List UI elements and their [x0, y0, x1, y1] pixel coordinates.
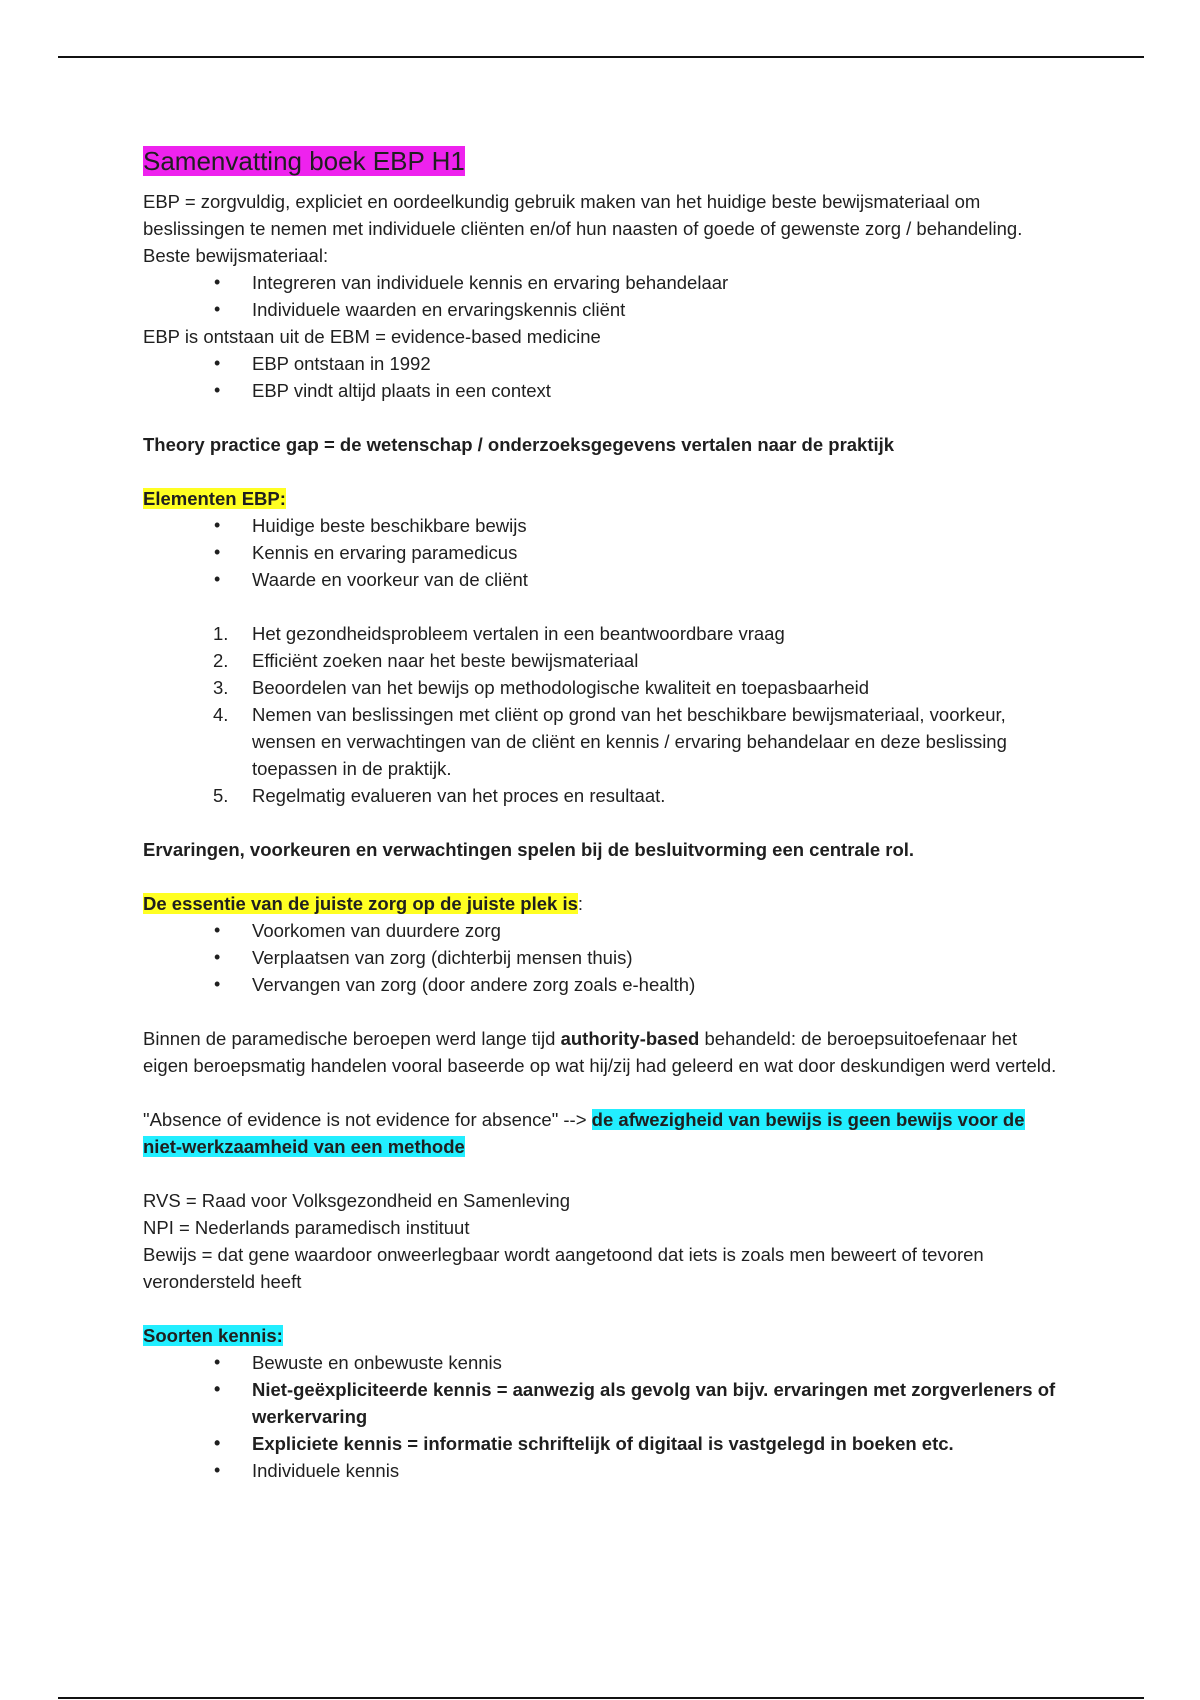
steps-list — [143, 620, 1063, 809]
soorten-list — [143, 1349, 1063, 1484]
list-item: • Expliciete kennis = informatie schriftelijk of digitaal is vastgelegd in boeken etc. — [143, 1430, 1063, 1457]
definition-line: NPI = Nederlands paramedisch instituut — [143, 1217, 470, 1238]
list-item: • Bewuste en onbewuste kennis — [143, 1349, 1063, 1376]
definition-line: Bewijs = dat gene waardoor onweerlegbaar wordt aangetoond dat iets is zoals men beweert of tevoren verondersteld heeft — [143, 1244, 984, 1292]
list-item: • Niet-geëxpliciteerde kennis = aanwezig als gevolg van bijv. ervaringen met zorgverleners of werkervaring — [143, 1376, 1063, 1430]
theory-gap-line: Theory practice gap = de wetenschap / onderzoeksgegevens vertalen naar de praktijk — [143, 434, 895, 455]
absence-paragraph: "Absence of evidence is not evidence for absence" --> de afwezigheid van bewijs is geen bewijs voor de niet-werkzaamheid van een methode — [143, 1109, 1025, 1157]
elementen-heading: Elementen EBP: — [143, 488, 286, 509]
soorten-heading: Soorten kennis: — [143, 1325, 283, 1346]
list-item: • EBP vindt altijd plaats in een context — [143, 377, 1063, 404]
list-item: • Waarde en voorkeur van de cliënt — [143, 566, 1063, 593]
elementen-list — [143, 512, 1063, 593]
list-item: 5. Regelmatig evalueren van het proces en resultaat. — [213, 785, 666, 806]
list-item: • Individuele kennis — [143, 1457, 1063, 1484]
list-item: • Integreren van individuele kennis en ervaring behandelaar — [143, 269, 1063, 296]
intro-paragraph: EBP = zorgvuldig, expliciet en oordeelkundig gebruik maken van het huidige beste bewijsmateriaal om beslissingen te nemen met individuele cliënten en/of hun naasten of goede of gewenste zorg / behandeling. Beste bewijsmateriaal: — [143, 191, 1023, 266]
list-item: • Individuele waarden en ervaringskennis cliënt — [143, 296, 1063, 323]
top-rule — [58, 56, 1144, 58]
bottom-rule — [58, 1697, 1144, 1699]
list-item: • EBP ontstaan in 1992 — [143, 350, 1063, 377]
authority-paragraph: Binnen de paramedische beroepen werd lange tijd authority-based behandeld: de beroepsuitoefenaar het eigen beroepsmatig handelen vooral baseerde op wat hij/zij had geleerd en wat door deskundigen werd verteld. — [143, 1028, 1057, 1076]
definition-line: RVS = Raad voor Volksgezondheid en Samenleving — [143, 1190, 570, 1211]
ebm-line: EBP is ontstaan uit de EBM = evidence-based medicine — [143, 326, 601, 347]
list-item: 2. Efficiënt zoeken naar het beste bewijsmateriaal — [213, 650, 639, 671]
page-title: Samenvatting boek EBP H1 — [143, 146, 465, 176]
list-item: • Huidige beste beschikbare bewijs — [143, 512, 1063, 539]
list-item: • Voorkomen van duurdere zorg — [143, 917, 1063, 944]
list-item: 3. Beoordelen van het bewijs op methodologische kwaliteit en toepasbaarheid — [213, 677, 870, 698]
intro-list — [143, 269, 1063, 323]
list-item: • Verplaatsen van zorg (dichterbij mensen thuis) — [143, 944, 1063, 971]
essentie-list — [143, 917, 1063, 998]
ervaringen-line: Ervaringen, voorkeuren en verwachtingen spelen bij de besluitvorming een centrale rol. — [143, 839, 915, 860]
list-item: 1. Het gezondheidsprobleem vertalen in een beantwoordbare vraag — [213, 623, 785, 644]
document-body — [143, 140, 1063, 1484]
list-item: • Kennis en ervaring paramedicus — [143, 539, 1063, 566]
list-item: • Vervangen van zorg (door andere zorg zoals e-health) — [143, 971, 1063, 998]
ebm-list — [143, 350, 1063, 404]
essentie-heading: De essentie van de juiste zorg op de juiste plek is: — [143, 893, 584, 914]
list-item: 4. Nemen van beslissingen met cliënt op grond van het beschikbare bewijsmateriaal, voorkeur, wensen en verwachtingen van de cliënt en kennis / ervaring behandelaar en deze beslissing toepassen in de praktijk. — [213, 704, 1007, 779]
